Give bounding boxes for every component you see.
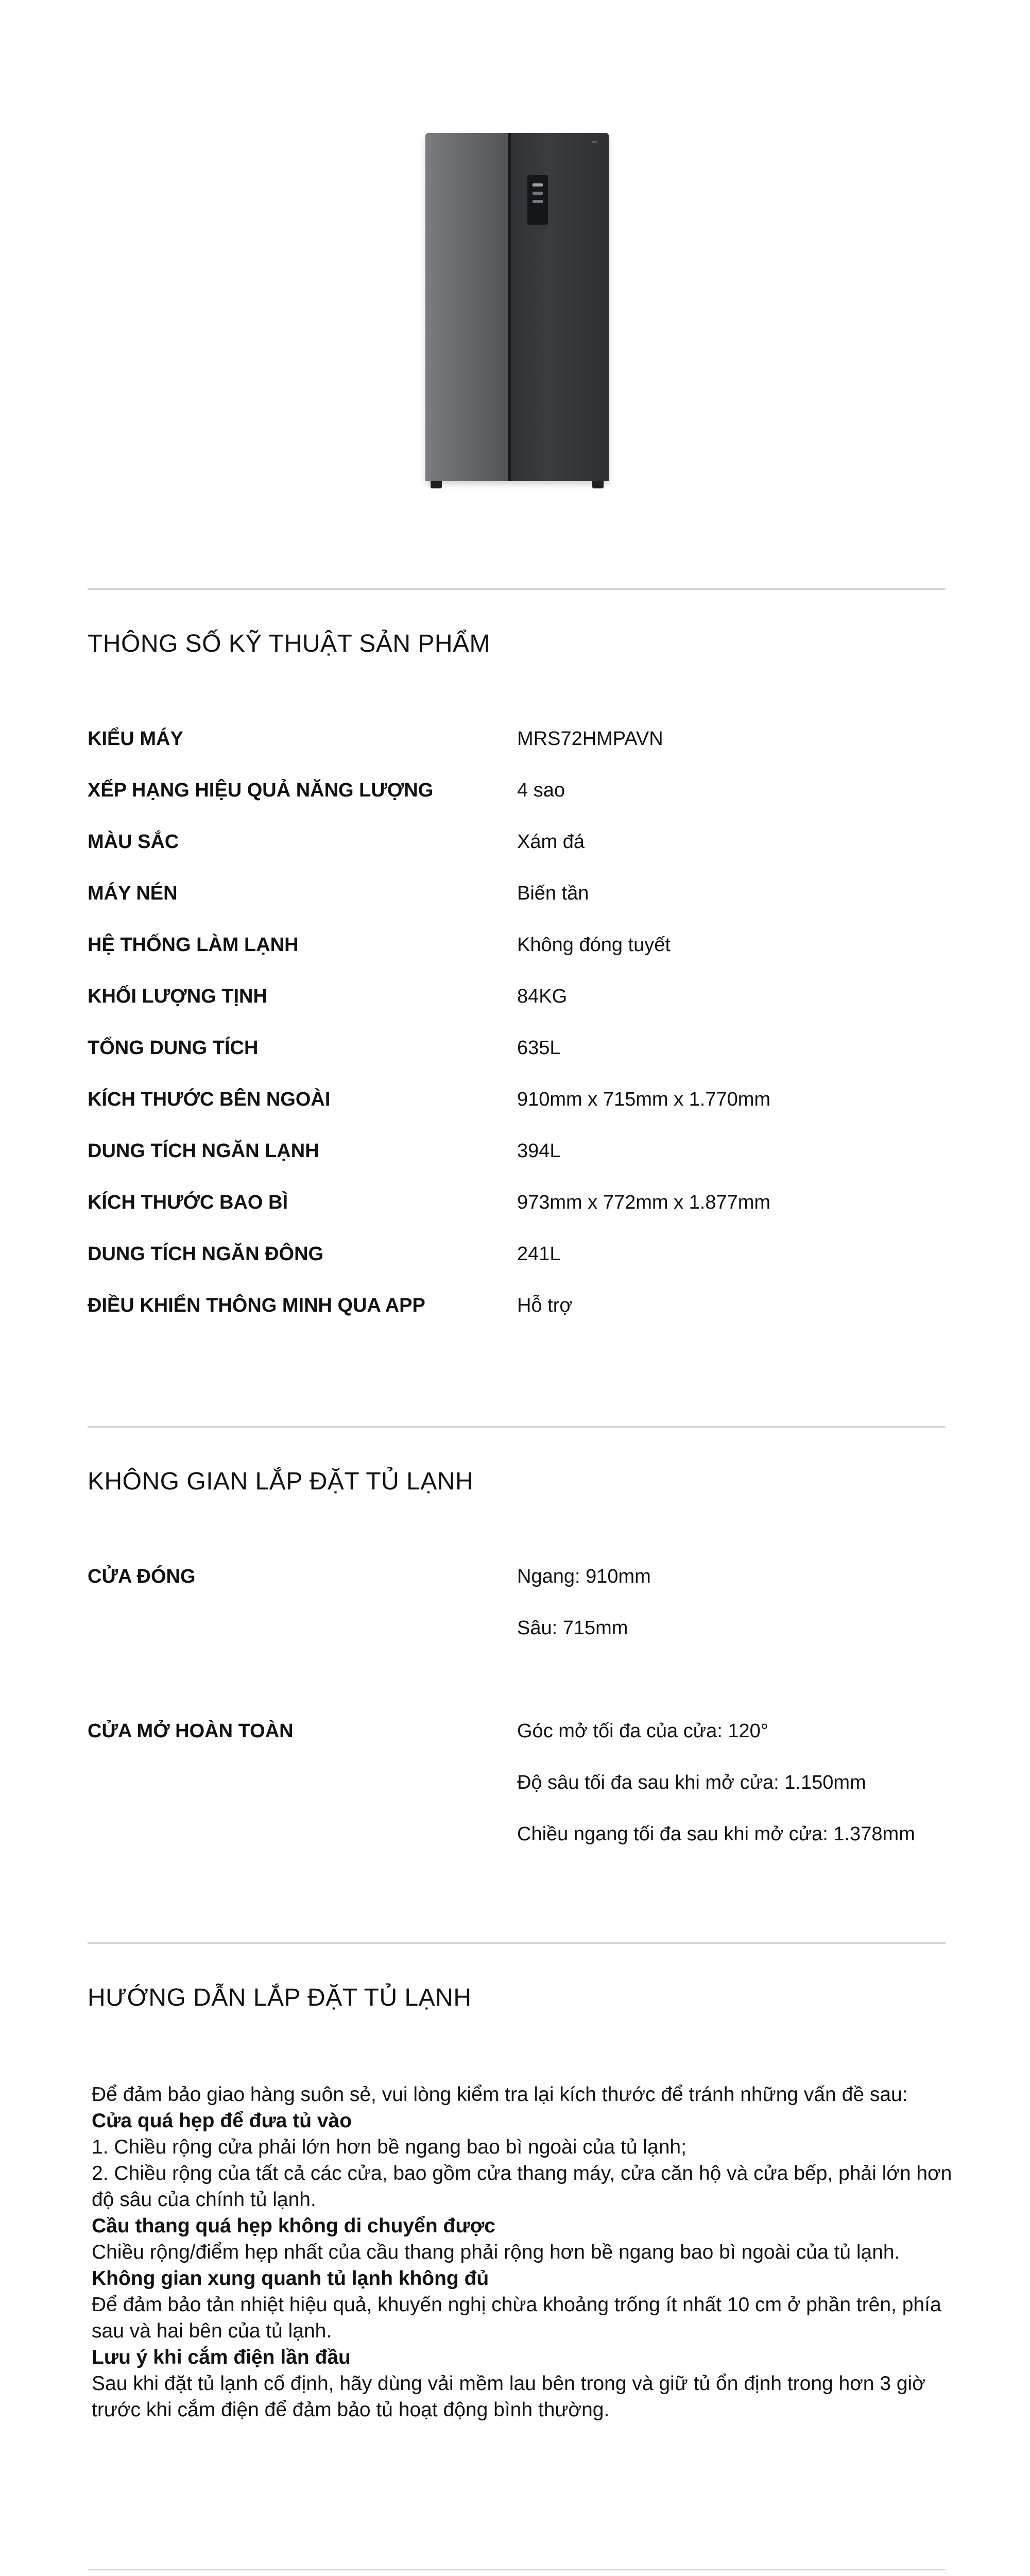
door-closed-label: CỬA ĐÓNG [88, 1566, 196, 1587]
right-foot [592, 481, 604, 488]
guide-section-title: Cầu thang quá hẹp không di chuyển được [92, 2215, 495, 2237]
specs-heading: THÔNG SỐ KỸ THUẬT SẢN PHẨM [88, 630, 491, 657]
spec-label: MÁY NÉN [88, 883, 178, 904]
install-guide-heading: HƯỚNG DẪN LẮP ĐẶT TỦ LẠNH [88, 1984, 472, 2011]
spec-value: 910mm x 715mm x 1.770mm [517, 1089, 771, 1110]
spec-value: Không đóng tuyết [517, 934, 671, 956]
brand-mark [592, 141, 597, 143]
spec-value: Xám đá [517, 831, 585, 853]
spec-value: MRS72HMPAVN [517, 728, 663, 750]
spec-label: TỔNG DUNG TÍCH [88, 1037, 259, 1059]
guide-text: Để đảm bảo tản nhiệt hiệu quả, khuyến nghị chừa khoảng trống ít nhất 10 cm ở phần trên, phía sau và hai bên của tủ lạnh. [92, 2294, 941, 2342]
spec-label: MÀU SẮC [88, 831, 179, 853]
install-guide-text [92, 2081, 967, 2423]
spec-value: Hỗ trợ [517, 1295, 573, 1316]
door-open-label: CỬA MỞ HOÀN TOÀN [88, 1720, 294, 1742]
spec-value: 635L [517, 1037, 561, 1059]
section-divider-install-guide [88, 1942, 946, 1944]
control-display [527, 175, 548, 225]
guide-section-title: Cửa quá hẹp để đưa tủ vào [92, 2110, 352, 2132]
refrigerator-image [425, 133, 609, 481]
spec-value: 4 sao [517, 779, 565, 801]
spec-label: HỆ THỐNG LÀM LẠNH [88, 934, 299, 956]
install-space-heading: KHÔNG GIAN LẮP ĐẶT TỦ LẠNH [88, 1468, 474, 1495]
spec-value: 973mm x 772mm x 1.877mm [517, 1192, 771, 1213]
guide-section-title: Không gian xung quanh tủ lạnh không đủ [92, 2267, 489, 2290]
door-open-width: Chiều ngang tối đa sau khi mở cửa: 1.378mm [517, 1823, 915, 1845]
door-open-angle: Góc mở tối đa của cửa: 120° [517, 1720, 769, 1742]
guide-text: 2. Chiều rộng của tất cả các cửa, bao gồm cửa thang máy, cửa căn hộ và cửa bếp, phải lớn hơn độ sâu của chính tủ lạnh. [92, 2162, 952, 2211]
guide-text: Sau khi đặt tủ lạnh cố định, hãy dùng vải mềm lau bên trong và giữ tủ ổn định trong hơn 3 giờ trước khi cắm điện để đảm bảo tủ hoạt động bình thường. [92, 2372, 925, 2421]
product-image-area [0, 0, 1030, 515]
spec-label: XẾP HẠNG HIỆU QUẢ NĂNG LƯỢNG [88, 779, 434, 801]
door-closed-width: Ngang: 910mm [517, 1566, 651, 1587]
spec-label: KÍCH THƯỚC BÊN NGOÀI [88, 1089, 331, 1110]
spec-label: DUNG TÍCH NGĂN LẠNH [88, 1140, 319, 1162]
spec-value: 394L [517, 1140, 561, 1162]
door-open-depth: Độ sâu tối đa sau khi mở cửa: 1.150mm [517, 1772, 866, 1793]
spec-value: 84KG [517, 986, 568, 1007]
spec-value: 241L [517, 1243, 561, 1265]
right-door [511, 133, 609, 481]
guide-section-title: Lưu ý khi cắm điện lần đầu [92, 2346, 351, 2368]
guide-intro: Để đảm bảo giao hàng suôn sẻ, vui lòng kiểm tra lại kích thước để tránh những vấn đề sau: [92, 2083, 908, 2106]
spec-label: KÍCH THƯỚC BAO BÌ [88, 1192, 288, 1213]
left-foot [431, 481, 442, 488]
spec-label: DUNG TÍCH NGĂN ĐÔNG [88, 1243, 324, 1265]
spec-label: KIỂU MÁY [88, 728, 183, 750]
spec-label: KHỐI LƯỢNG TỊNH [88, 986, 267, 1007]
door-closed-depth: Sâu: 715mm [517, 1617, 628, 1639]
spec-label: ĐIỀU KHIỂN THÔNG MINH QUA APP [88, 1295, 425, 1316]
section-divider-other [88, 2569, 946, 2570]
guide-text: Chiều rộng/điểm hẹp nhất của cầu thang phải rộng hơn bề ngang bao bì ngoài của tủ lạnh. [92, 2241, 900, 2263]
section-divider-specs [88, 588, 946, 590]
section-divider-install-space [88, 1426, 946, 1428]
guide-text: 1. Chiều rộng cửa phải lớn hơn bề ngang bao bì ngoài của tủ lạnh; [92, 2136, 686, 2158]
spec-value: Biến tần [517, 883, 589, 904]
